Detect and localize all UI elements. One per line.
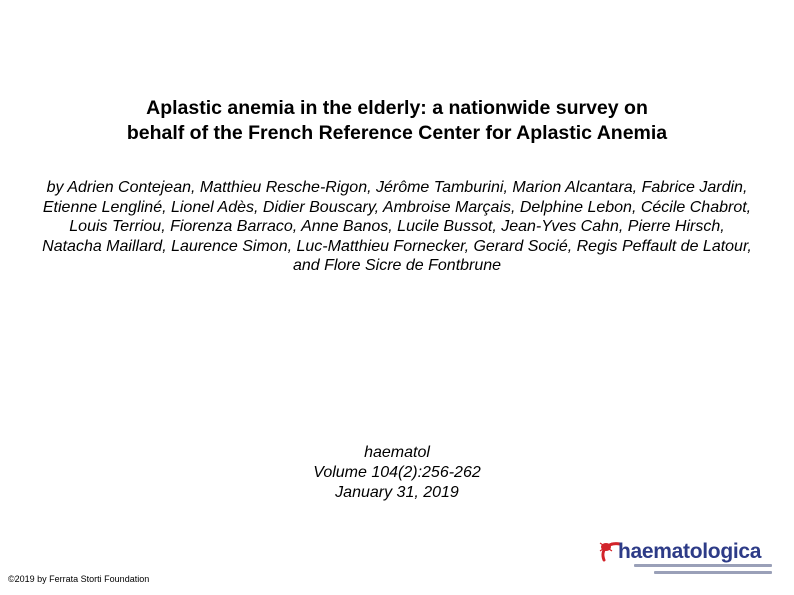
- copyright-notice: ©2019 by Ferrata Storti Foundation: [8, 574, 150, 584]
- publication-date: January 31, 2019: [335, 484, 459, 501]
- paper-title: [40, 96, 754, 146]
- journal-name: haematol: [364, 444, 430, 461]
- logo-wordmark: haematologica: [618, 540, 762, 563]
- haematologica-logo: [598, 540, 788, 580]
- title-line-2: behalf of the French Reference Center for Aplastic Anemia: [126, 122, 668, 144]
- journal-volume: Volume 104(2):256-262: [313, 464, 481, 481]
- author-list: by Adrien Contejean, Matthieu Resche-Rigon, Jérôme Tamburini, Marion Alcantara, Fabrice Jardin, Etienne Lengliné, Lionel Adès, Didier Bouscary, Ambroise Marçais, Delphine Lebon, Cécile Chabrot, Louis Terriou, Fiorenza Barraco, Anne Banos, Lucile Bussot, Jean-Yves Cahn, Pierre Hirsch, Natacha Maillard, Laurence Simon, Luc-Matthieu Fornecker, Gerard Socié, Regis Peffault de Latour, and Flore Sicre de Fontbrune: [42, 179, 752, 274]
- logo-emblem-icon: [598, 540, 614, 554]
- title-line-1: Aplastic anemia in the elderly: a nationwide survey on: [146, 97, 648, 119]
- citation-block: [200, 443, 594, 503]
- logo-tagline: [634, 564, 774, 578]
